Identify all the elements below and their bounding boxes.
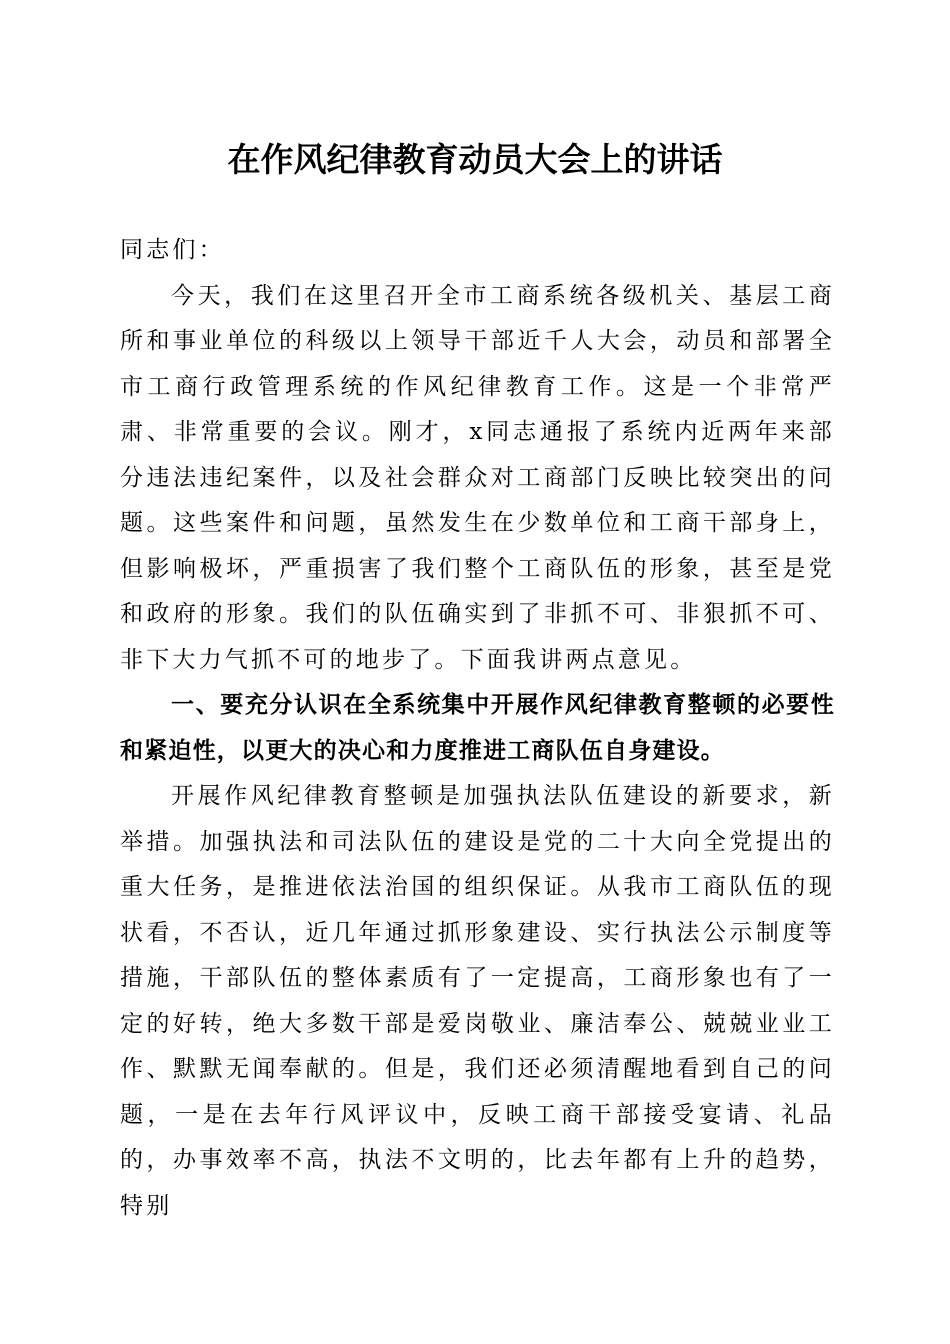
salutation: 同志们： [120, 237, 225, 263]
paragraph-section-1: 开展作风纪律教育整顿是加强执法队伍建设的新要求，新举措。加强执法和司法队伍的建设是党的二十大向全党提出的重大任务，是推进依法治国的组织保证。从我市工商队伍的现状看，不否认，近几年通过抓形象建设、实行执法公示制度等措施，干部队伍的整体素质有了一定提高，工商形象也有了一定的好转，绝大多数干部是爱岗敬业、廉洁奉公、兢兢业业工作、默默无闻奉献的。但是，我们还必须清醒地看到自己的问题，一是在去年行风评议中，反映工商干部接受宴请、礼品的，办事效率不高，执法不文明的，比去年都有上升的趋势，特别 [120, 783, 835, 1219]
document-body [120, 228, 835, 1229]
document-title: 在作风纪律教育动员大会上的讲话 [227, 140, 723, 179]
paragraph-opening: 今天，我们在这里召开全市工商系统各级机关、基层工商所和事业单位的科级以上领导干部近千人大会，动员和部署全市工商行政管理系统的作风纪律教育工作。这是一个非常严肃、非常重要的会议。刚才，x同志通报了系统内近两年来部分违法违纪案件，以及社会群众对工商部门反映比较突出的问题。这些案件和问题，虽然发生在少数单位和工商干部身上，但影响极坏，严重损害了我们整个工商队伍的形象，甚至是党和政府的形象。我们的队伍确实到了非抓不可、非狠抓不可、非下大力气抓不可的地步了。下面我讲两点意见。 [120, 282, 835, 673]
section-heading-1: 一、要充分认识在全系统集中开展作风纪律教育整顿的必要性和紧迫性，以更大的决心和力度推进工商队伍自身建设。 [120, 692, 835, 764]
